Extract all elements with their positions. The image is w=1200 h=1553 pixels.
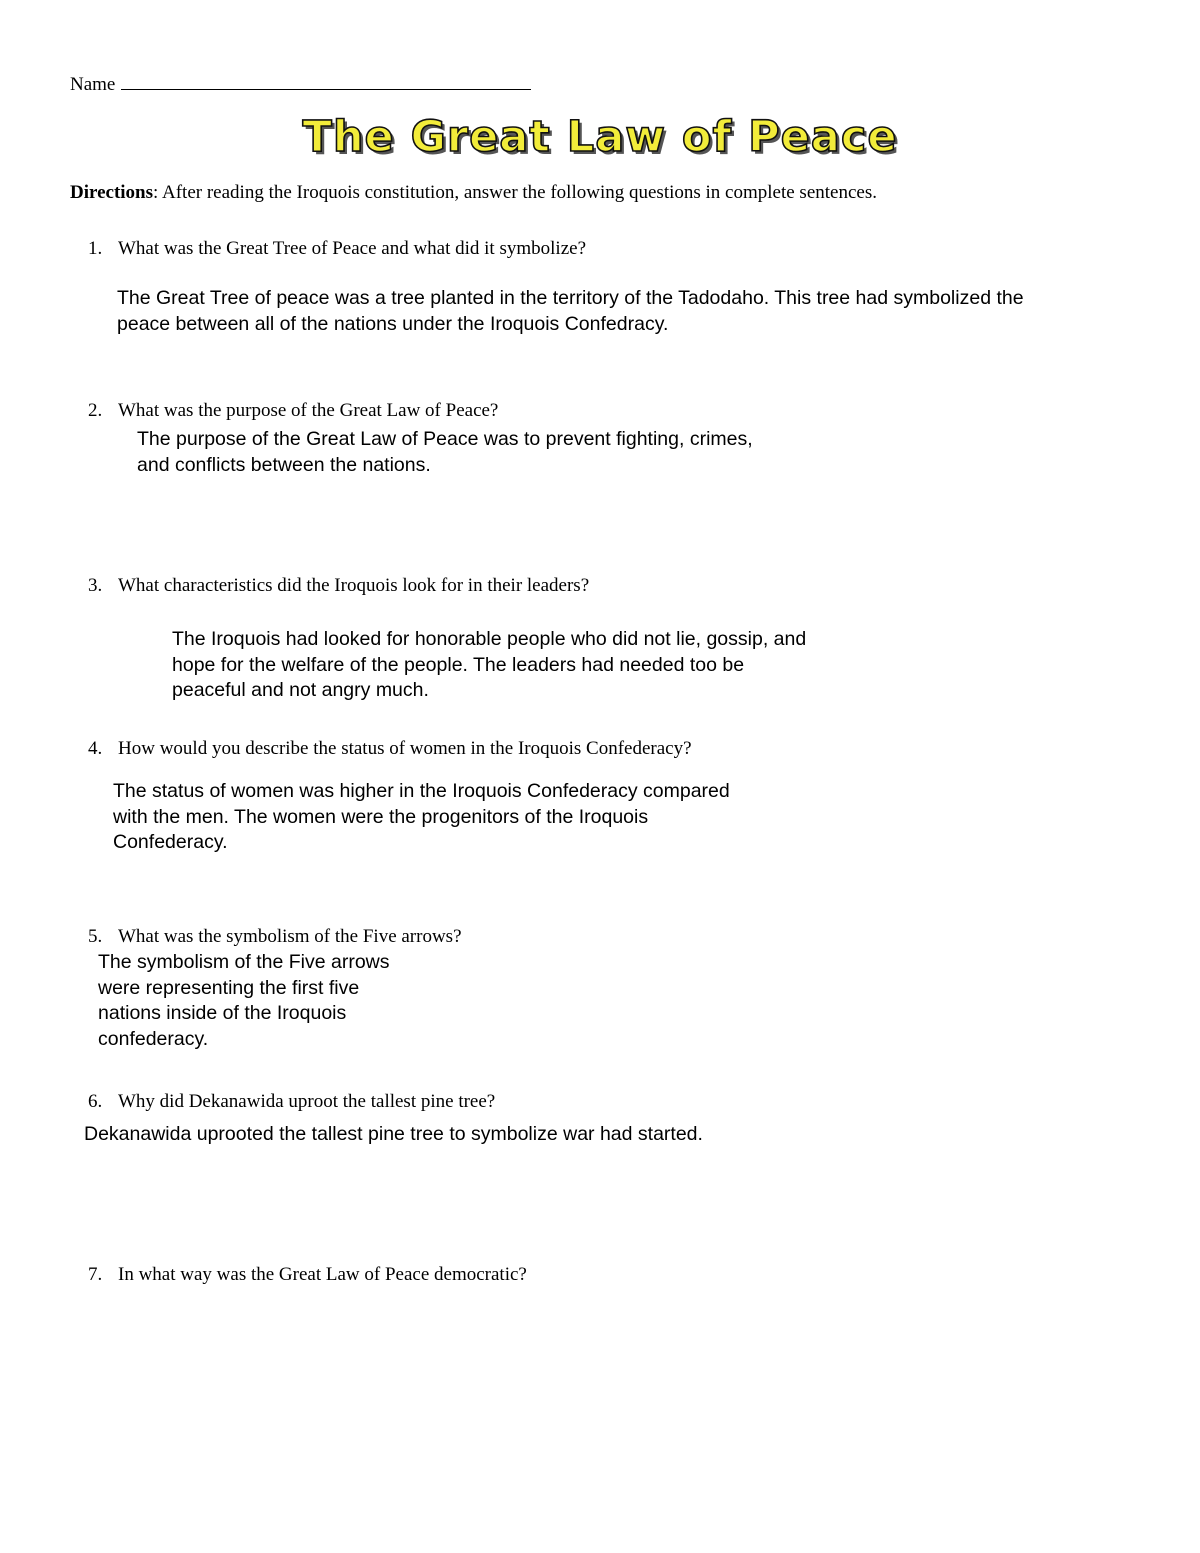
directions (70, 182, 877, 204)
question-3 (88, 575, 589, 597)
answer-line: were representing the first five (98, 976, 360, 999)
question-4 (88, 738, 692, 760)
directions-text: : After reading the Iroquois constitution, answer the following questions in complete sentences. (153, 182, 877, 203)
answer-line: Dekanawida uprooted the tallest pine tree to symbolize war had started. (84, 1123, 703, 1145)
answer-line: hope for the welfare of the people. The leaders had needed too be (172, 653, 745, 676)
question-text: In what way was the Great Law of Peace democratic? (118, 1264, 527, 1285)
question-number: 4. (88, 738, 103, 759)
name-underline[interactable] (121, 89, 531, 90)
question-number: 2. (88, 400, 103, 421)
answer-line: with the men. The women were the progenitors of the Iroquois (113, 805, 649, 828)
question-text: What characteristics did the Iroquois look for in their leaders? (118, 575, 590, 596)
question-text: What was the symbolism of the Five arrows? (118, 926, 462, 947)
answer-6 (84, 1122, 703, 1148)
name-field[interactable] (70, 74, 531, 96)
answer-1 (117, 286, 1024, 337)
answer-5 (98, 950, 390, 1052)
question-2 (88, 400, 498, 422)
answer-line: confederacy. (98, 1027, 209, 1050)
question-text: Why did Dekanawida uproot the tallest pine tree? (118, 1091, 496, 1112)
question-number: 3. (88, 575, 103, 596)
answer-line: The Iroquois had looked for honorable people who did not lie, gossip, and (172, 628, 807, 650)
answer-line: The Great Tree of peace was a tree planted in the territory of the Tadodaho. This tree had symbolized the (117, 287, 1024, 309)
answer-line: peace between all of the nations under the Iroquois Confedracy. (117, 312, 669, 335)
answer-2 (137, 427, 753, 478)
question-text: What was the Great Tree of Peace and what did it symbolize? (118, 238, 586, 259)
question-number: 1. (88, 238, 103, 259)
answer-line: nations inside of the Iroquois (98, 1002, 347, 1024)
answer-4 (113, 779, 730, 856)
answer-line: Confederacy. (113, 831, 228, 853)
question-text: How would you describe the status of women in the Iroquois Confederacy? (118, 738, 692, 759)
answer-line: The status of women was higher in the Iroquois Confederacy compared (113, 780, 730, 802)
answer-line: and conflicts between the nations. (137, 453, 431, 476)
answer-line: The symbolism of the Five arrows (98, 951, 390, 973)
question-7 (88, 1264, 527, 1286)
question-number: 7. (88, 1264, 103, 1285)
answer-line: peaceful and not angry much. (172, 679, 429, 701)
name-label: Name (70, 74, 116, 95)
question-1 (88, 238, 586, 260)
question-6 (88, 1091, 495, 1113)
page-title: The Great Law of Peace (302, 112, 898, 162)
question-number: 5. (88, 926, 103, 947)
directions-label: Directions (70, 182, 154, 203)
question-5 (88, 926, 462, 948)
answer-line: The purpose of the Great Law of Peace was to prevent fighting, crimes, (137, 428, 753, 450)
question-number: 6. (88, 1091, 103, 1112)
question-text: What was the purpose of the Great Law of Peace? (118, 400, 499, 421)
answer-3 (172, 627, 806, 704)
